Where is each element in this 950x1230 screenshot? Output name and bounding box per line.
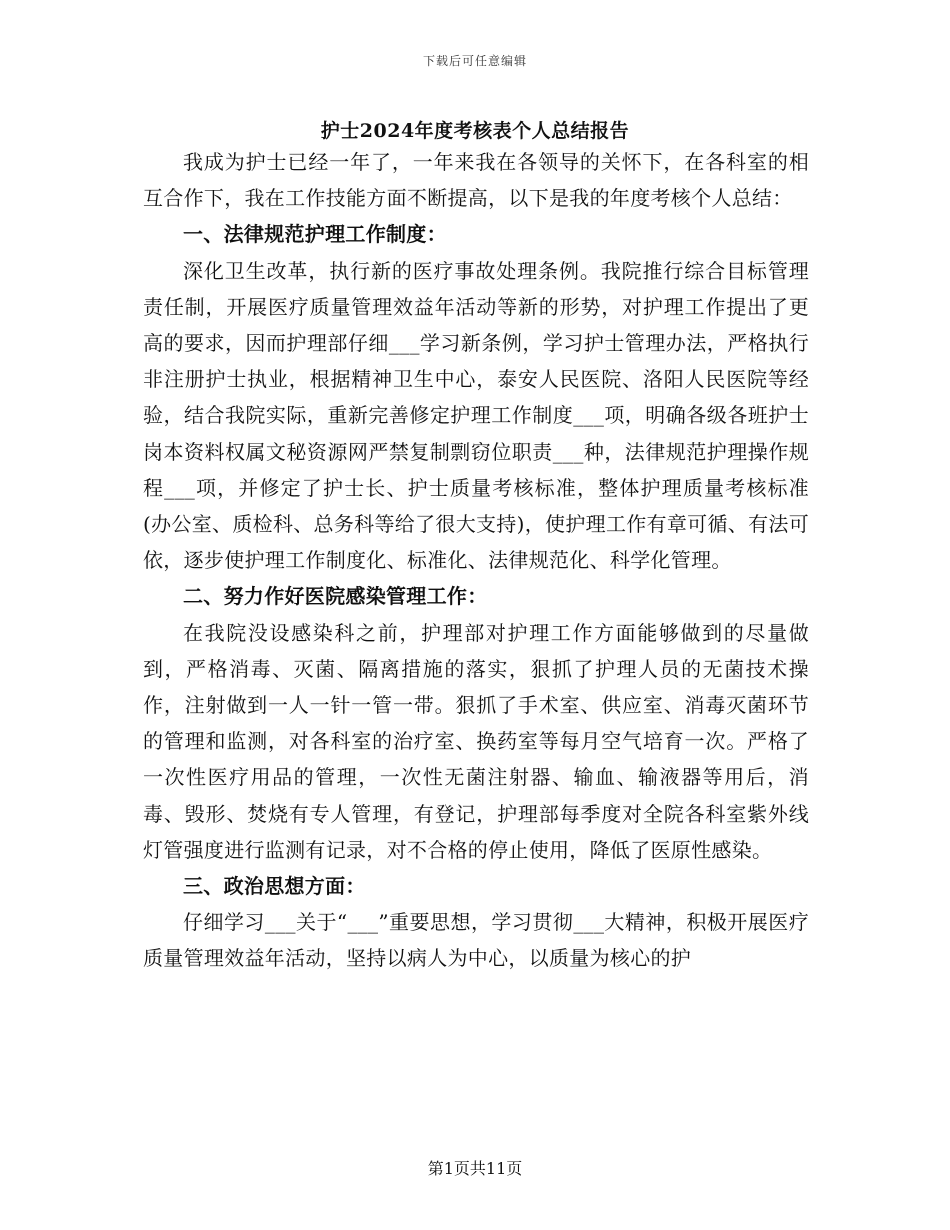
document-body	[143, 144, 809, 977]
document-title: 护士2024年度考核表个人总结报告	[320, 120, 630, 142]
paragraph-legal: 深化卫生改革，执行新的医疗事故处理条例。我院推行综合目标管理责任制，开展医疗质量管理效益年活动等新的形势，对护理工作提出了更高的要求，因而护理部仔细___学习新条例，学习护士管理办法，严格执行非注册护士执业，根据精神卫生中心，泰安人民医院、洛阳人民医院等经验，结合我院实际，重新完善修定护理工作制度___项，明确各级各班护士岗本资料权属文秘资源网严禁复制剽窃位职责___种，法律规范护理操作规程___项，并修定了护士长、护士质量考核标准，整体护理质量考核标准(办公室、质检科、总务科等给了很大支持)，使护理工作有章可循、有法可依，逐步使护理工作制度化、标准化、法律规范化、科学化管理。	[143, 258, 809, 573]
section-heading-political: 三、政治思想方面：	[183, 874, 366, 899]
paragraph-political: 仔细学习___关于“___”重要思想，学习贯彻___大精神，积极开展医疗质量管理效益年活动，坚持以病人为中心，以质量为核心的护	[143, 910, 809, 971]
paragraph-infection: 在我院没设感染科之前，护理部对护理工作方面能够做到的尽量做到，严格消毒、灭菌、隔离措施的落实，狠抓了护理人员的无菌技术操作，注射做到一人一针一管一带。狠抓了手术室、供应室、消毒灭菌环节的管理和监测，对各科室的治疗室、换药室等每月空气培育一次。严格了一次性医疗用品的管理，一次性无菌注射器、输血、输液器等用后，消毒、毁形、焚烧有专人管理，有登记，护理部每季度对全院各科室紫外线灯管强度进行监测有记录，对不合格的停止使用，降低了医原性感染。	[143, 620, 809, 862]
intro-paragraph: 我成为护士已经一年了，一年来我在各领导的关怀下，在各科室的相互合作下，我在工作技能方面不断提高，以下是我的年度考核个人总结：	[143, 150, 809, 211]
page-number: 第1页共11页	[427, 1159, 523, 1178]
section-heading-legal: 一、法律规范护理工作制度：	[183, 222, 447, 247]
section-heading-infection: 二、努力作好医院感染管理工作：	[183, 584, 488, 609]
page-header-note: 下载后可任意编辑	[422, 54, 527, 68]
